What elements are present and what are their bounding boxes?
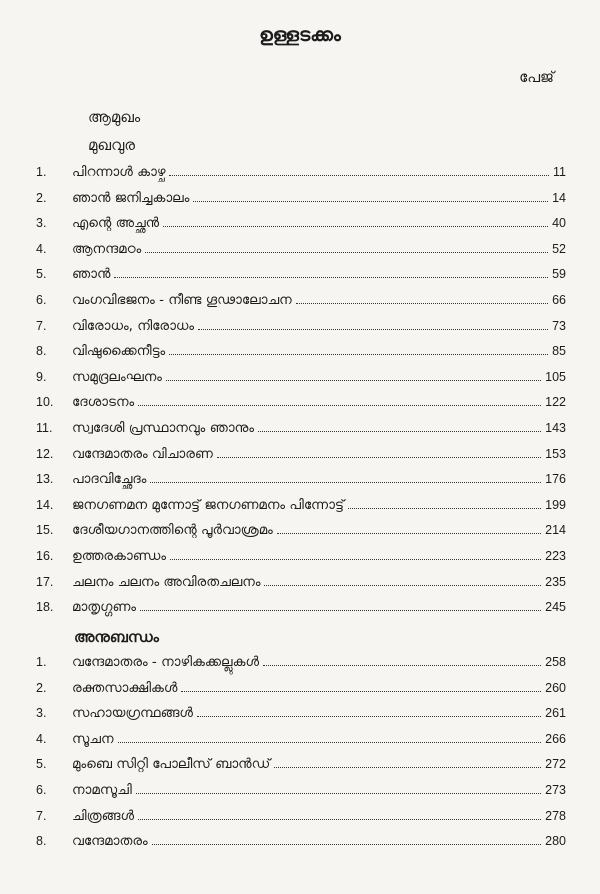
entry-title: പിറന്നാൾ കാഴ്ച: [72, 164, 166, 180]
dot-leader: [217, 457, 541, 458]
dot-leader: [296, 303, 548, 304]
entry-number: 8.: [36, 834, 47, 849]
dot-leader: [197, 716, 541, 717]
toc-entry: [0, 676, 600, 700]
toc-entry: [0, 467, 600, 491]
entry-title: സഹായഗ്രന്ഥങ്ങൾ: [72, 705, 193, 722]
entry-number: 17.: [36, 574, 54, 589]
entry-title: വംഗവിഭജനം - നീണ്ട ഗൂഢാലോചന: [72, 292, 292, 308]
entry-number: 10.: [36, 395, 54, 410]
entry-page-number: 235: [545, 574, 566, 589]
toc-entry: [0, 211, 600, 235]
toc-entry: [0, 186, 600, 210]
page-column-label: പേജ്: [519, 68, 554, 86]
toc-entry: [0, 160, 600, 184]
dot-leader: [138, 405, 541, 406]
dot-leader: [166, 380, 541, 381]
entry-title: രക്തസാക്ഷികൾ: [72, 679, 178, 696]
entry-page-number: 266: [545, 731, 566, 746]
entry-page-number: 59: [552, 267, 566, 282]
dot-leader: [169, 354, 548, 355]
front-matter-preface: ആമുഖം: [88, 108, 141, 126]
toc-entry: [0, 262, 600, 286]
dot-leader: [136, 793, 541, 794]
entry-page-number: 122: [545, 395, 566, 410]
toc-entry: [0, 570, 600, 594]
entry-page-number: 245: [545, 600, 566, 615]
toc-entry: [0, 752, 600, 776]
entry-title: വന്ദേമാതരം: [72, 833, 148, 850]
entry-number: 5.: [36, 267, 47, 282]
toc-entry: [0, 288, 600, 312]
entry-title: ചിത്രങ്ങൾ: [72, 807, 134, 824]
entry-page-number: 261: [545, 706, 566, 721]
dot-leader: [170, 559, 541, 560]
entry-page-number: 278: [545, 808, 566, 823]
toc-entry: [0, 442, 600, 466]
appendix-heading: അനുബന്ധം: [74, 628, 159, 646]
entry-number: 2.: [36, 190, 47, 205]
toc-entry: [0, 390, 600, 414]
entry-number: 3.: [36, 706, 47, 721]
toc-entry: [0, 339, 600, 363]
toc-entry: [0, 544, 600, 568]
entry-page-number: 85: [552, 344, 566, 359]
dot-leader: [277, 533, 541, 534]
toc-entry: [0, 237, 600, 261]
toc-entry: [0, 518, 600, 542]
entry-title: സ്വദേശി പ്രസ്ഥാനവും ഞാനും: [72, 420, 255, 436]
entry-number: 1.: [36, 165, 47, 179]
dot-leader: [348, 508, 541, 509]
entry-page-number: 280: [545, 834, 566, 849]
dot-leader: [163, 226, 548, 227]
entry-number: 6.: [36, 293, 47, 307]
entry-page-number: 52: [552, 241, 566, 256]
entry-page-number: 258: [545, 655, 566, 669]
entry-number: 15.: [36, 523, 54, 538]
entry-page-number: 176: [545, 472, 566, 487]
entry-page-number: 66: [552, 293, 566, 307]
entry-title: മാതൃഗ്ഗണം: [72, 599, 137, 616]
entry-page-number: 273: [545, 783, 566, 797]
dot-leader: [150, 482, 541, 483]
entry-title: പാദവിച്ഛേദം: [72, 471, 147, 488]
entry-page-number: 73: [552, 318, 566, 333]
entry-page-number: 105: [545, 369, 566, 384]
entry-title: മുംബെ സിറ്റി പോലീസ് ബാൻഡ്: [72, 756, 271, 773]
entry-page-number: 14: [552, 190, 566, 205]
entry-title: വന്ദേമാതരം വിചാരണ: [72, 445, 213, 462]
toc-entry: [0, 314, 600, 338]
entry-number: 4.: [36, 241, 47, 256]
toc-entry: [0, 727, 600, 751]
dot-leader: [169, 175, 549, 176]
entry-number: 2.: [36, 680, 47, 695]
entry-number: 9.: [36, 369, 47, 384]
entry-title: വിഷുക്കൈനീട്ടം: [72, 343, 166, 360]
entry-title: ഞാൻ: [72, 266, 111, 283]
entry-page-number: 223: [545, 549, 566, 563]
entry-page-number: 143: [545, 421, 566, 435]
entry-number: 3.: [36, 216, 47, 231]
entry-title: ഉത്തരകാണ്ഡം: [72, 548, 167, 564]
dot-leader: [138, 819, 541, 820]
toc-entry: [0, 493, 600, 517]
toc-entry: [0, 416, 600, 440]
entry-title: ആനന്ദമഠം: [72, 240, 142, 257]
entry-title: സമുദ്രലംഘനം: [72, 368, 162, 385]
entry-page-number: 153: [545, 446, 566, 461]
dot-leader: [118, 742, 542, 743]
dot-leader: [274, 767, 541, 768]
entry-number: 11.: [36, 421, 53, 435]
entry-page-number: 272: [545, 757, 566, 772]
entry-page-number: 199: [545, 497, 566, 512]
dot-leader: [140, 610, 541, 611]
toc-entry: [0, 365, 600, 389]
entry-page-number: 260: [545, 680, 566, 695]
toc-entry: [0, 595, 600, 619]
dot-leader: [263, 665, 541, 666]
entry-page-number: 40: [552, 216, 566, 231]
dot-leader: [152, 844, 542, 845]
dot-leader: [193, 201, 548, 202]
entry-title: ഞാൻ ജനിച്ചകാലം: [72, 189, 190, 206]
front-matter-foreword: മുഖവുര: [88, 136, 135, 154]
entry-title: ദേശാടനം: [72, 394, 135, 411]
toc-entry: [0, 701, 600, 725]
toc-entry: [0, 804, 600, 828]
dot-leader: [198, 329, 548, 330]
page-title: ഉള്ളടക്കം: [259, 24, 341, 46]
entry-page-number: 11: [553, 165, 566, 179]
dot-leader: [258, 431, 541, 432]
entry-title: ജനഗണമന മുന്നോട്ട് ജനഗണമനം പിന്നോട്ട്: [72, 496, 345, 513]
entry-number: 4.: [36, 731, 47, 746]
toc-entry: [0, 650, 600, 674]
dot-leader: [264, 585, 541, 586]
dot-leader: [145, 252, 548, 253]
dot-leader: [181, 691, 541, 692]
entry-number: 14.: [36, 497, 54, 512]
entry-title: നാമസൂചി: [72, 782, 132, 798]
entry-number: 7.: [36, 318, 47, 333]
entry-title: സൂചന: [72, 730, 114, 747]
entry-number: 7.: [36, 808, 47, 823]
entry-page-number: 214: [545, 523, 566, 538]
entry-title: ദേശീയഗാനത്തിന്റെ പൂർവാശ്രമം: [72, 522, 273, 539]
entry-number: 1.: [36, 655, 47, 669]
entry-number: 18.: [36, 600, 54, 615]
entry-number: 16.: [36, 549, 54, 563]
entry-number: 5.: [36, 757, 47, 772]
toc-entry: [0, 778, 600, 802]
toc-entry: [0, 829, 600, 853]
entry-number: 8.: [36, 344, 47, 359]
entry-number: 12.: [36, 446, 54, 461]
entry-number: 6.: [36, 783, 47, 797]
entry-title: ചലനം ചലനം അവിരതചലനം: [72, 573, 261, 590]
entry-number: 13.: [36, 472, 54, 487]
entry-title: വന്ദേമാതരം - നാഴികക്കല്ലുകൾ: [72, 654, 260, 670]
dot-leader: [114, 277, 548, 278]
entry-title: എന്റെ അച്ഛൻ: [72, 215, 160, 232]
entry-title: വിരോധം, നിരോധം: [72, 317, 195, 334]
